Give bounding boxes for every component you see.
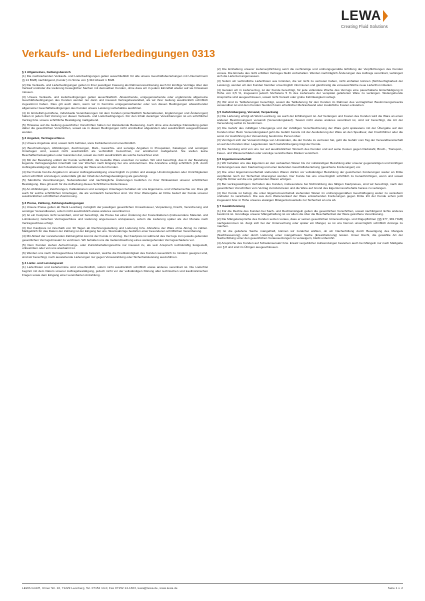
right-column [217, 68, 403, 251]
section-paragraph: (4) Die Sendung wird von uns nur auf ausdrücklichen Wunsch des Kunden und auf seine Kosten gegen Diebstahl, Bruch-, Transport-, Feuer- und Wasserschäden oder sonstige versicherbare Risiken versichert. [217, 146, 403, 155]
section-paragraph: (3) Der Kaufpreis ist innerhalb von 30 Tagen ab Rechnungsstellung und Lieferung bzw. Abnahme der Ware ohne Abzug zu zahlen. Maßgeblich für das Datum der Zahlung ist der Eingang bei uns. Skontoabzüge bedürfen einer besonderen schriftlichen Vereinbarung. [22, 225, 208, 234]
section-paragraph: (2) Die Verkaufs- und Lieferbedingungen gelten in ihrer jeweiligen Fassung als Rahmenvereinbarung auch für künftige Verträge über den Verkauf und/oder die Lieferung beweglicher Sachen mit demselben Kunden, ohne dass wir in jedem Einzelfall wieder auf sie hinweisen müssen. [22, 82, 208, 94]
footer-address: LEWA GmbH, Ulmer Str. 10, 71229 Leonberg, Tel. 07152 14-0, Fax 07152 14-1303, lewa@lewa.de, www.lewa.de [22, 586, 178, 590]
section-paragraph: (5) Dem Kunden stehen Aufrechnungs- oder Zurückbehaltungsrechte nur insoweit zu, als sein Anspruch rechtskräftig festgestellt, unbestritten oder von uns anerkannt ist. [22, 242, 208, 251]
page-number: Seite 1 v. 2 [387, 586, 403, 590]
section-paragraph: (5) Hinweise auf die Geltung gesetzlicher Vorschriften haben nur klarstellende Bedeutung. Auch ohne eine derartige Klarstellung gelten daher die gesetzlichen Vorschriften, soweit sie in diesen Bedingungen nicht unmittelbar abgeändert oder ausdrücklich ausgeschlossen werden. [22, 122, 208, 134]
section-paragraph: (5) Sämtliche Vereinbarungen, Nebenabreden und nachträgliche Änderungen bedürfen zu ihrer Wirksamkeit unserer schriftlichen Bestätigung. Dies gilt auch für die Aufhebung dieses Schriftformerfordernisses. [22, 178, 208, 186]
section-heading: § 7 Gewährleistung [217, 204, 245, 209]
section-paragraph: (1) Unsere Preise gelten ab Werk Leonberg zuzüglich der jeweiligen gesetzlichen Umsatzsteuer, Verpackung, Fracht, Versicherung und sonstiger Versandkosten, sofern nicht ausdrücklich etwas anderes vereinbart ist. [22, 204, 208, 213]
section-paragraph: (3) Bei vertragswidrigem Verhalten des Kunden, insbesondere bei Nichtzahlung des fälligen Kaufpreises, sind wir berechtigt, nach den gesetzlichen Vorschriften vom Vertrag zurückzutreten und die Ware auf Grund des Eigentumsvorbehalts heraus zu verlangen. [217, 182, 403, 190]
section-heading: § 2 Angebot, Vertragsschluss [22, 136, 65, 141]
section-paragraph: (1) Die nachstehenden Verkaufs- und Lieferbedingungen gelten ausschließlich für alle unsere Geschäftsbeziehungen mit Unternehmern (§ 14 BGB) nachfolgend „Kunde“) im Sinne von § 310 Absatz 1 BGB. [22, 74, 208, 82]
terms-section [217, 68, 403, 108]
terms-section [22, 71, 208, 135]
section-paragraph: (3) Unsere Verkaufs- und Lieferbedingungen gelten ausschließlich. Abweichende, entgegenstehende oder ergänzende allgemeine Geschäftsbedingungen des Kunden werden nur dann und insoweit Vertragsbestandteil, als wir ihrer Geltung ausdrücklich schriftlich zugestimmt haben. Dies gilt auch dann, wenn wir in Kenntnis entgegenstehender oder von diesen Bedingungen abweichender allgemeiner Geschäftsbedingungen des Kunden unsere Leistung vorbehaltlos ausführen. [22, 94, 208, 110]
left-column [22, 68, 208, 279]
section-paragraph: (1) Lieferfristen und Liefertermine sind unverbindlich, sofern nicht ausdrücklich schriftlich etwas anderes vereinbart ist. Die Lieferfrist beginnt mit dem Datum unserer Auftragsbestätigung, jedoch nicht vor der vollständigen Klärung aller technischen und kaufmännischen Fragen sowie dem Eingang einer vereinbarten Anzahlung. [22, 265, 208, 277]
section-heading: § 3 Preise, Zahlung, Zahlungsbedingungen [22, 200, 85, 205]
logo-wordmark: LEWA [341, 8, 382, 23]
section-paragraph: (2) Die Einhaltung unserer Lieferverpflichtung setzt die rechtzeitige und ordnungsgemäße Erfüllung der Verpflichtungen des Kunden voraus. Die Einrede des nicht erfüllten Vertrages bleibt vorbehalten. Werden nachträglich Änderungen des Auftrags vereinbart, verlängert sich die Lieferzeit angemessen. [217, 67, 403, 79]
section-paragraph: (2) Die Gefahr des zufälligen Untergangs und der zufälligen Verschlechterung der Ware geht spätestens mit der Übergabe auf den Kunden über. Beim Versendungskauf geht die Gefahr bereits mit der Auslieferung der Ware an den Spediteur, den Frachtführer oder die sonst zur Ausführung der Versendung bestimmte Person über. [217, 126, 403, 138]
company-logo [341, 9, 403, 29]
section-paragraph: (4) Der Kunde hat die Angaben in unserer Auftragsbestätigung unverzüglich zu prüfen und etwaige Unstimmigkeiten oder Unrichtigkeiten sofort schriftlich anzuzeigen; andernfalls gilt der Inhalt der Auftragsbestätigung als genehmigt. [22, 169, 208, 178]
section-heading: § 5 Gefahrübergang, Versand, Verpackung [217, 109, 279, 114]
page-footer [22, 583, 403, 590]
section-paragraph: (1) Für die Rechte des Kunden bei Sach- und Rechtsmängeln gelten die gesetzlichen Vorschriften, soweit nachfolgend nichts anderes bestimmt ist. Grundlage unserer Mängelhaftung ist vor allem die über die Beschaffenheit der Ware getroffene Vereinbarung. [217, 208, 403, 217]
document-title: Verkaufs- und Lieferbedingungen 0313 [22, 48, 216, 60]
section-paragraph: (2) Die Mängelansprüche des Kunden setzen voraus, dass er seinen gesetzlichen Untersuchungs- und Rügepflichten (§§ 377, 381 HGB) nachgekommen ist. Zeigt sich bei der Untersuchung oder später ein Mangel, so ist uns hiervon unverzüglich schriftlich Anzeige zu machen. [217, 217, 403, 229]
section-paragraph: (2) Beschreibungen, Abbildungen, Zeichnungen, Maß-, Gewichts- und sonstige Angaben in Prospekten, Katalogen und sonstigen Unterlagen sind, soweit nicht ausdrücklich als verbindlich bezeichnet, nur annähernd maßgebend. Sie stellen keine Beschaffenheitsangaben oder Garantien dar, soweit sie nicht ausdrücklich als solche bezeichnet sind. [22, 145, 208, 157]
section-paragraph: (6) An Abbildungen, Zeichnungen, Kalkulationen und sonstigen Unterlagen behalten wir uns Eigentums- und Urheberrechte vor. Dies gilt auch für solche schriftlichen Unterlagen, die als vertraulich bezeichnet sind. Vor ihrer Weitergabe an Dritte bedarf der Kunde unserer ausdrücklichen schriftlichen Zustimmung. [22, 186, 208, 199]
section-heading: § 1 Allgemeines, Geltungsbereich [22, 69, 71, 74]
terms-section [22, 262, 208, 277]
section-paragraph: (1) Die Lieferung erfolgt ab Werk Leonberg, wo auch der Erfüllungsort ist. Auf Verlangen und Kosten des Kunden wird die Ware an einen anderen Bestimmungsort versandt (Versendungskauf). Soweit nicht etwas anderes vereinbart ist, sind wir berechtigt, die Art der Versendung selbst zu bestimmen. [217, 114, 403, 126]
section-paragraph: (4) Mit Ablauf der vorstehenden Zahlungsfrist kommt der Kunde in Verzug. Der Kaufpreis ist während des Verzugs zum jeweils geltenden gesetzlichen Verzugszinssatz zu verzinsen. Wir behalten uns die Geltendmachung eines weitergehenden Verzugsschadens vor. [22, 234, 208, 242]
section-paragraph: (3) Ist die gelieferte Sache mangelhaft, können wir zunächst wählen, ob wir Nacherfüllung durch Beseitigung des Mangels (Nachbesserung) oder durch Lieferung einer mangelfreien Sache (Ersatzlieferung) leisten. Unser Recht, die gewählte Art der Nacherfüllung unter den gesetzlichen Voraussetzungen zu verweigern, bleibt unberührt. [217, 229, 403, 241]
section-paragraph: (1) Wir behalten uns das Eigentum an den verkauften Waren bis zur vollständigen Bezahlung aller unserer gegenwärtigen und künftigen Forderungen aus dem Kaufvertrag und einer laufenden Geschäftsbeziehung (gesicherte Forderungen) vor. [217, 161, 403, 169]
section-paragraph: (4) Ansprüche des Kunden auf Schadensersatz bzw. Ersatz vergeblicher Aufwendungen bestehen auch bei Mängeln nur nach Maßgabe von § 8 und sind im Übrigen ausgeschlossen. [217, 241, 403, 249]
terms-section [217, 205, 403, 249]
logo-tagline: Creating Fluid Solutions [341, 24, 388, 29]
terms-section [217, 111, 403, 155]
section-heading: § 4 Liefer- und Leistungszeit [22, 261, 64, 266]
section-paragraph: (1) Unsere Angebote sind, soweit nicht befristet, stets freibleibend und unverbindlich. [22, 140, 137, 145]
section-heading: § 6 Eigentumsvorbehalt [217, 157, 252, 162]
section-paragraph: (2) Die unter Eigentumsvorbehalt stehenden Waren dürfen vor vollständiger Bezahlung der gesicherten Forderungen weder an Dritte verpfändet noch zur Sicherheit übereignet werden. Der Kunde hat uns unverzüglich schriftlich zu benachrichtigen, wenn und soweit Zugriffe Dritter auf die uns gehörenden Waren erfolgen. [217, 169, 403, 182]
section-paragraph: (3) Mit der Bestellung erklärt der Kunde verbindlich, die bestellte Ware erwerben zu wollen. Wir sind berechtigt, das in der Bestellung liegende Vertragsangebot innerhalb von vier Wochen nach Eingang bei uns anzunehmen. Die Annahme erfolgt schriftlich (z.B. durch Auftragsbestätigung) oder durch Auslieferung der Ware an den Kunden. [22, 157, 208, 169]
section-paragraph: (3) Verzögert sich der Versand infolge von Umständen, die der Kunde zu vertreten hat, geht die Gefahr vom Tag der Versandbereitschaft an auf den Kunden über. Lagerkosten nach Gefahrübergang trägt der Kunde. [217, 138, 403, 147]
section-paragraph: (3) Sofern wir verbindliche Lieferfristen aus Gründen, die wir nicht zu vertreten haben, nicht einhalten können (Nichtverfügbarkeit der Leistung), werden wir den Kunden hierüber unverzüglich informieren und gleichzeitig die voraussichtliche neue Lieferfrist mitteilen. [217, 79, 403, 87]
terms-section [22, 202, 208, 260]
section-paragraph: (5) Wir sind zu Teillieferungen berechtigt, soweit die Teillieferung für den Kunden im Rahmen des vertraglichen Bestimmungszwecks verwendbar ist und dem Kunden hierdurch kein erheblicher Mehraufwand oder zusätzliche Kosten entstehen. [217, 99, 403, 108]
section-paragraph: (6) Werden uns nach Vertragsschluss Umstände bekannt, welche die Kreditwürdigkeit des Kunden wesentlich zu mindern geeignet sind, sind wir berechtigt, noch ausstehende Lieferungen nur gegen Vorauszahlung oder Sicherheitsleistung auszuführen. [22, 251, 208, 259]
terms-section [217, 158, 403, 202]
terms-section [22, 137, 208, 198]
section-paragraph: (4) Im Einzelfall getroffene, individuelle Vereinbarungen mit dem Kunden (einschließlich Nebenabreden, Ergänzungen und Änderungen) haben in jedem Fall Vorrang vor diesen Verkaufs- und Lieferbedingungen. Für den Inhalt derartiger Vereinbarungen ist ein schriftlicher Vertrag bzw. unsere schriftliche Bestätigung maßgebend. [22, 110, 208, 122]
section-paragraph: (4) Geraten wir in Lieferverzug, ist der Kunde berechtigt, für jede vollendete Woche des Verzugs eine pauschalierte Entschädigung in Höhe von 0,5 %, insgesamt jedoch höchstens 5 % des Lieferwerts der verspätet gelieferten Ware zu verlangen. Weitergehende Ansprüche sind ausgeschlossen, soweit nicht Vorsatz oder grobe Fahrlässigkeit vorliegt. [217, 87, 403, 99]
section-paragraph: (2) Ist ein Festpreis nicht vereinbart, sind wir berechtigt, die Preise bei einer Änderung der Kostenfaktoren (insbesondere Material- und Lohnkosten) zwischen Vertragsschluss und Lieferung angemessen anzupassen, sofern die Lieferung später als vier Monate nach Vertragsschluss erfolgt. [22, 213, 208, 225]
logo-triangle-icon [383, 10, 388, 22]
section-paragraph: (4) Der Kunde ist befugt, die unter Eigentumsvorbehalt stehenden Waren im ordnungsgemäßen Geschäftsgang weiter zu veräußern und/oder zu verarbeiten. Die aus dem Weiterverkauf der Ware entstehenden Forderungen gegen Dritte tritt der Kunde schon jetzt insgesamt bzw. in Höhe unseres etwaigen Miteigentumsanteils zur Sicherheit an uns ab. [217, 190, 403, 202]
